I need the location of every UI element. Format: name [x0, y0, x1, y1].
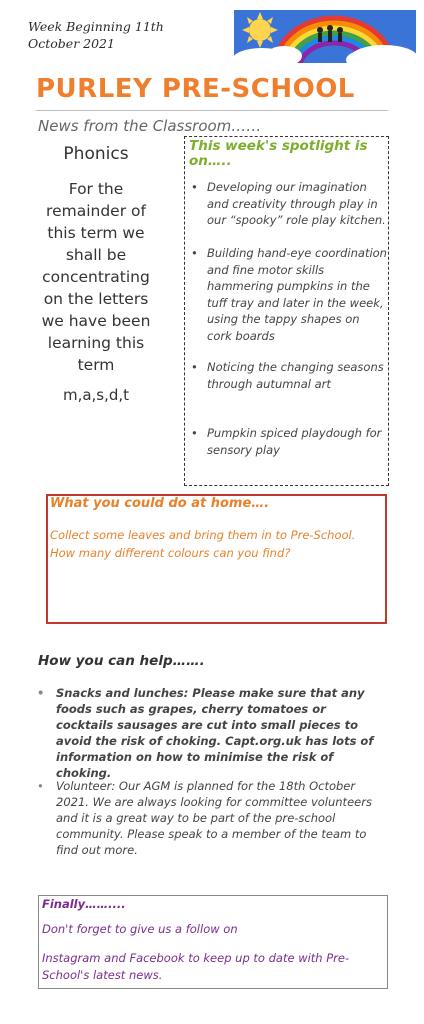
spotlight-item: • Developing our imagination and creativity through play in our “spooky” role play kitchen.: [207, 179, 387, 229]
home-activity-line-2: How many different colours can you find?: [50, 546, 291, 560]
help-item-snacks: • Snacks and lunches: Please make sure that any foods such as grapes, cherry tomatoes or cocktails sausages are cut into small pieces to avoid the risk of choking. Capt.org.uk has lots of information on how to minimise the risk of choking.: [56, 685, 386, 781]
finally-line-2: Instagram and Facebook to keep up to date with Pre-School's latest news.: [42, 951, 350, 982]
spotlight-box: [184, 136, 389, 486]
finally-heading: Finally……....: [42, 897, 126, 911]
spotlight-item: • Pumpkin spiced playdough for sensory play: [207, 425, 387, 458]
phonics-heading: Phonics: [63, 144, 129, 164]
spotlight-item: • Building hand-eye coordination and fine motor skills hammering pumpkins in the tuff tray and later in the week, using the tappy shapes on cork boards: [207, 245, 387, 344]
finally-line-1: Don't forget to give us a follow on: [42, 922, 238, 936]
week-date: [28, 18, 164, 52]
week-line-2: October 2021: [28, 36, 115, 51]
page-title: PURLEY PRE-SCHOOL: [36, 74, 355, 104]
help-item-volunteer: • Volunteer: Our AGM is planned for the 18th October 2021. We are always looking for committee volunteers and it is a great way to be part of the pre-school community. Please speak to a member of the team to find out more.: [56, 778, 386, 858]
spotlight-heading: This week's spotlight is on…..: [189, 138, 368, 169]
rainbow-sun-banner-image: [234, 10, 416, 63]
home-activity-line-1: Collect some leaves and bring them in to Pre-School.: [50, 528, 356, 542]
week-line-1: Week Beginning 11th: [28, 19, 164, 34]
page-subtitle: News from the Classroom……: [38, 117, 262, 135]
title-divider: [36, 110, 388, 111]
rainbow-illustration: [234, 10, 416, 63]
phonics-letters: m,a,s,d,t: [62, 386, 130, 404]
home-activity-text: [50, 526, 380, 562]
phonics-body: For the remainder of this term we shall be concentrating on the letters we have been learning this term: [41, 180, 151, 374]
spotlight-item: • Noticing the changing seasons through autumnal art: [207, 359, 387, 392]
help-heading: How you can help…….: [38, 653, 205, 669]
home-activity-heading: What you could do at home….: [50, 496, 270, 511]
